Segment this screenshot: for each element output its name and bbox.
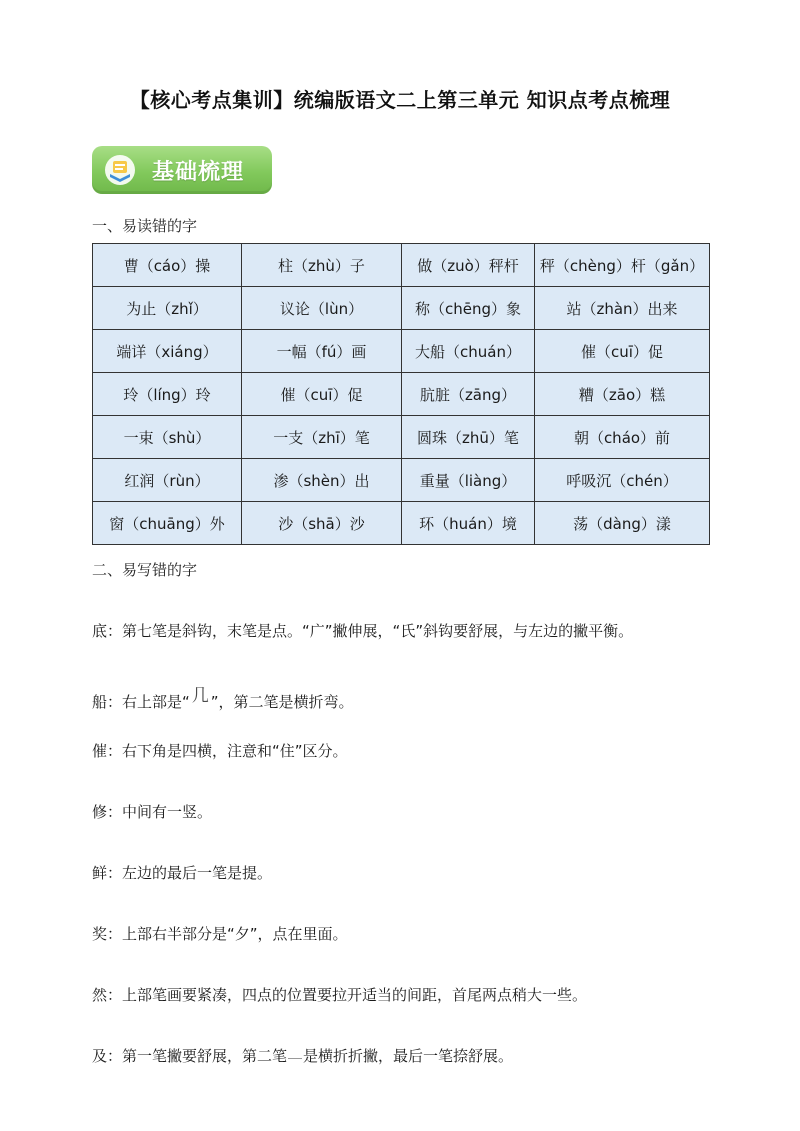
banner-label: 基础梳理	[152, 160, 245, 185]
table-cell: 玲（líng）玲	[93, 373, 242, 416]
note-ji-text-before: 及：第一笔撇要舒展，第二笔	[92, 1047, 288, 1065]
table-cell: 一束（shù）	[93, 416, 242, 459]
table-cell: 议论（lùn）	[242, 287, 402, 330]
table-cell: 糟（zāo）糕	[535, 373, 710, 416]
table-cell: 柱（zhù）子	[242, 244, 402, 287]
table-cell: 称（chēng）象	[402, 287, 535, 330]
table-cell: 催（cuī）促	[535, 330, 710, 373]
section-heading-writing: 二、易写错的字	[92, 561, 198, 579]
stroke-mark	[288, 1058, 302, 1059]
section-banner	[92, 146, 272, 194]
note-xiu: 修：中间有一竖。	[92, 803, 213, 821]
table-cell: 窗（chuāng）外	[93, 502, 242, 545]
table-cell: 为止（zhǐ）	[93, 287, 242, 330]
note-chuan	[92, 681, 354, 712]
table-row	[93, 416, 710, 459]
table-row	[93, 287, 710, 330]
table-cell: 呼吸沉（chén）	[535, 459, 710, 502]
note-chuan-text-before: 船：右上部是“	[92, 693, 190, 711]
table-cell: 秤（chèng）杆（gǎn）	[535, 244, 710, 287]
table-cell: 重量（liàng）	[402, 459, 535, 502]
table-cell: 环（huán）境	[402, 502, 535, 545]
table-row	[93, 459, 710, 502]
table-cell: 做（zuò）秤杆	[402, 244, 535, 287]
table-cell: 一支（zhī）笔	[242, 416, 402, 459]
table-cell: 曹（cáo）操	[93, 244, 242, 287]
table-cell: 红润（rùn）	[93, 459, 242, 502]
note-chuan-text-after: ”，第二笔是横折弯。	[210, 693, 354, 711]
reading-table	[92, 243, 710, 545]
note-jiang: 奖：上部右半部分是“夕”，点在里面。	[92, 925, 348, 943]
table-cell: 催（cuī）促	[242, 373, 402, 416]
table-row	[93, 502, 710, 545]
table-row	[93, 330, 710, 373]
note-ran: 然：上部笔画要紧凑，四点的位置要拉开适当的间距，首尾两点稍大一些。	[92, 986, 588, 1004]
table-cell: 一幅（fú）画	[242, 330, 402, 373]
page-title: 【核心考点集训】统编版语文二上第三单元 知识点考点梳理	[129, 88, 671, 112]
table-row	[93, 373, 710, 416]
table-cell: 渗（shèn）出	[242, 459, 402, 502]
note-ji-text-after: 是横折折撇，最后一笔捺舒展。	[303, 1047, 514, 1065]
table-cell: 端详（xiáng）	[93, 330, 242, 373]
note-di: 底：第七笔是斜钩，末笔是点。“广”撇伸展，“氏”斜钩要舒展，与左边的撇平衡。	[92, 622, 634, 640]
stroke-glyph: 几	[191, 686, 209, 706]
note-ji	[92, 1045, 513, 1066]
table-cell: 荡（dàng）漾	[535, 502, 710, 545]
table-cell: 朝（cháo）前	[535, 416, 710, 459]
book-icon	[104, 154, 136, 186]
table-cell: 肮脏（zāng）	[402, 373, 535, 416]
note-cui: 催：右下角是四横，注意和“住”区分。	[92, 742, 348, 760]
table-cell: 站（zhàn）出来	[535, 287, 710, 330]
table-row	[93, 244, 710, 287]
note-xian: 鲜：左边的最后一笔是提。	[92, 864, 273, 882]
section-heading-readings: 一、易读错的字	[92, 217, 198, 235]
table-cell: 大船（chuán）	[402, 330, 535, 373]
table-cell: 圆珠（zhū）笔	[402, 416, 535, 459]
table-cell: 沙（shā）沙	[242, 502, 402, 545]
